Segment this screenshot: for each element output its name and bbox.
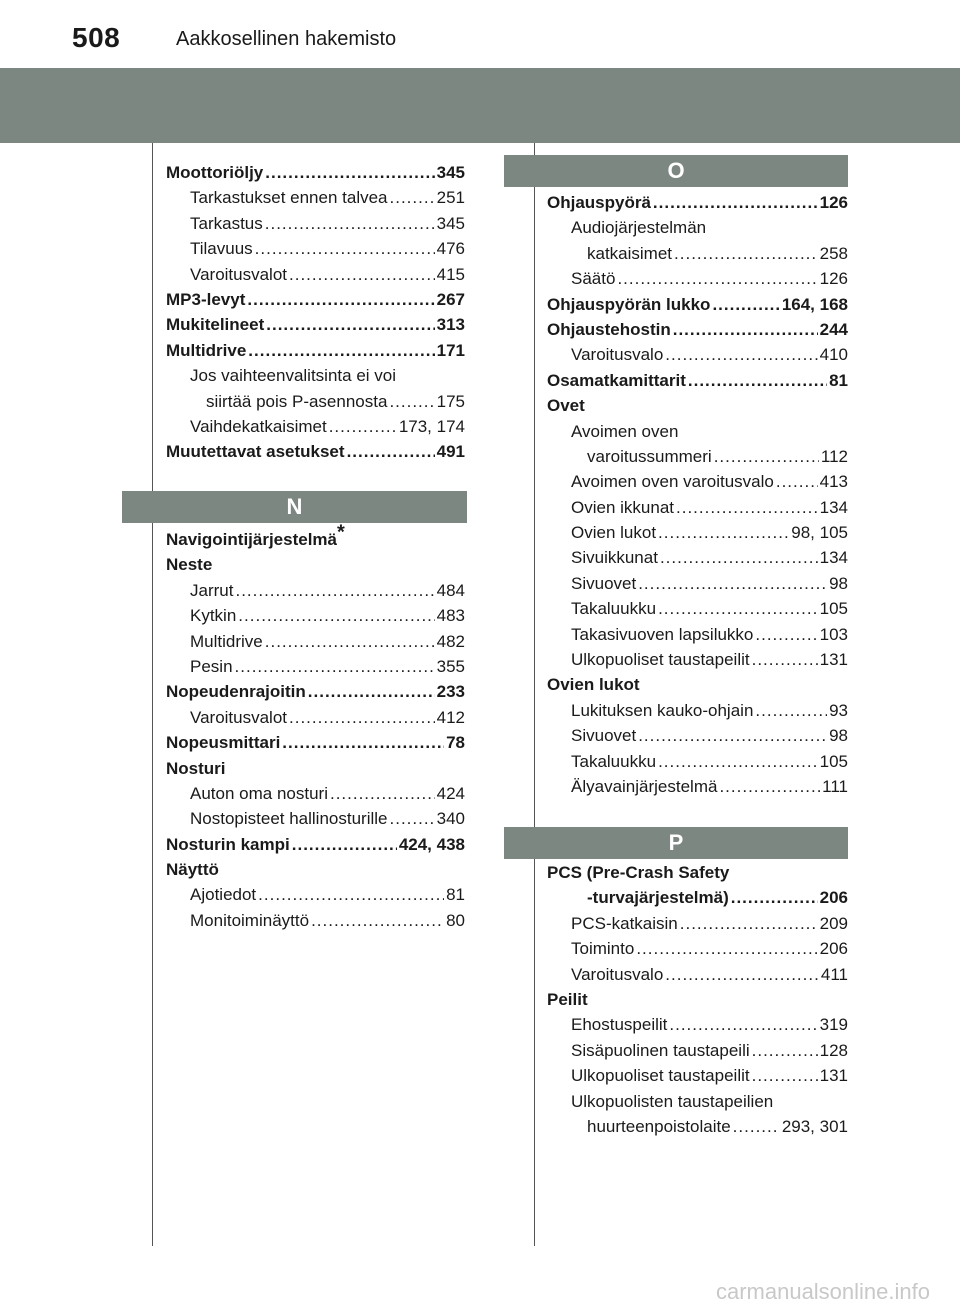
dot-leader: [660, 545, 818, 570]
index-entry: [547, 1114, 848, 1139]
entry-page-ref: 78: [446, 733, 465, 753]
index-entry: [547, 368, 848, 393]
index-column-right-o: [547, 190, 848, 799]
entry-page-ref: 134: [819, 548, 848, 568]
index-entry: [166, 603, 465, 628]
index-entry: [166, 185, 465, 210]
dot-leader: [755, 622, 817, 647]
entry-text: Takaluukku: [571, 751, 657, 771]
entry-page-ref: 93: [829, 700, 848, 720]
dot-leader: [688, 368, 827, 393]
index-group-m: [166, 160, 465, 465]
entry-page-ref: 175: [436, 391, 465, 411]
entry-text: Pesin: [190, 656, 233, 676]
header-banner: [0, 68, 960, 143]
entry-text: Jos vaihteenvalitsinta ei voi: [190, 366, 397, 386]
index-entry: [166, 287, 465, 312]
dot-leader: [390, 185, 435, 210]
entry-page-ref: 313: [436, 315, 465, 335]
watermark: carmanualsonline.info: [715, 1279, 930, 1304]
dot-leader: [389, 389, 434, 414]
dot-leader: [266, 312, 434, 337]
entry-text: Avoimen oven: [571, 421, 679, 441]
index-entry: [166, 705, 465, 730]
index-entry: [547, 860, 848, 885]
entry-page-ref: 98: [829, 726, 848, 746]
entry-text: Jarrut: [190, 580, 234, 600]
entry-page-ref: 244: [819, 319, 848, 339]
index-entry: [547, 266, 848, 291]
entry-page-ref: 411: [820, 964, 848, 984]
dot-leader: [330, 781, 435, 806]
entry-text: Audiojärjestelmän: [571, 218, 707, 238]
section-header-o: O: [504, 155, 848, 187]
entry-page-ref: 345: [436, 213, 465, 233]
entry-text: Multidrive: [190, 631, 263, 651]
dot-leader: [712, 292, 779, 317]
dot-leader: [636, 936, 817, 961]
entry-page-ref: 209: [819, 913, 848, 933]
dot-leader: [311, 908, 444, 933]
entry-page-ref: 126: [819, 269, 848, 289]
entry-page-ref: 340: [436, 809, 465, 829]
entry-text: Nopeudenrajoitin: [166, 682, 306, 702]
asterisk-mark: *: [337, 521, 345, 544]
index-entry: [547, 393, 848, 418]
entry-text: Vaihdekatkaisimet: [190, 416, 327, 436]
entry-text: Toiminto: [571, 939, 635, 959]
entry-page-ref: 484: [436, 580, 465, 600]
entry-page-ref: 233: [436, 682, 465, 702]
entry-text: Avoimen oven varoitusvalo: [571, 472, 774, 492]
entry-text: Multidrive: [166, 340, 247, 360]
entry-page-ref: 164, 168: [781, 294, 848, 314]
index-entry: [547, 1063, 848, 1088]
dot-leader: [719, 774, 820, 799]
dot-leader: [248, 338, 434, 363]
dot-leader: [676, 495, 818, 520]
entry-text: Sivuovet: [571, 726, 637, 746]
dot-leader: [390, 806, 435, 831]
index-entry: [547, 622, 848, 647]
dot-leader: [752, 1063, 818, 1088]
entry-page-ref: 81: [829, 370, 848, 390]
index-entry: [166, 312, 465, 337]
entry-page-ref: 128: [819, 1040, 848, 1060]
index-entry: [547, 545, 848, 570]
section-header-p: P: [504, 827, 848, 859]
index-entry: [547, 723, 848, 748]
dot-leader: [752, 647, 818, 672]
entry-page-ref: 482: [436, 631, 465, 651]
dot-leader: [258, 882, 444, 907]
index-entry-navigointi: [166, 521, 465, 552]
dot-leader: [658, 749, 818, 774]
index-column-right-p: [547, 860, 848, 1139]
entry-text: Säätö: [571, 269, 616, 289]
index-entry: [166, 262, 465, 287]
entry-text: Takaluukku: [571, 599, 657, 619]
index-entry: [547, 342, 848, 367]
entry-text: Auton oma nosturi: [190, 783, 328, 803]
dot-leader: [731, 885, 818, 910]
index-column-left-n: [166, 521, 465, 933]
entry-page-ref: 293, 301: [781, 1116, 848, 1136]
index-entry: [166, 781, 465, 806]
entry-page-ref: 171: [436, 340, 465, 360]
entry-text: Nopeusmittari: [166, 733, 281, 753]
index-entry: [547, 885, 848, 910]
entry-text: Ohjauspyörä: [547, 193, 651, 212]
entry-page-ref: 105: [819, 751, 848, 771]
entry-page-ref: 134: [819, 497, 848, 517]
index-entry: [547, 292, 848, 317]
index-entry: [166, 236, 465, 261]
dot-leader: [752, 1038, 818, 1063]
entry-page-ref: 103: [819, 624, 848, 644]
dot-leader: [665, 962, 819, 987]
index-group-o: [547, 190, 848, 799]
index-entry: [547, 987, 848, 1012]
entry-page-ref: 98, 105: [791, 523, 848, 543]
entry-text: PCS (Pre-Crash Safety: [547, 863, 730, 882]
entry-text: Sisäpuolinen taustapeili: [571, 1040, 750, 1060]
entry-text: Muutettavat asetukset: [166, 442, 345, 462]
entry-page-ref: 424: [436, 783, 465, 803]
dot-leader: [235, 654, 435, 679]
entry-text: Ovien lukot: [547, 675, 640, 695]
index-entry: [547, 419, 848, 444]
entry-text: Monitoiminäyttö: [190, 910, 310, 930]
index-entry: [547, 911, 848, 936]
index-entry: [547, 520, 848, 545]
entry-text: Nosturi: [166, 758, 226, 778]
entry-text: Kytkin: [190, 606, 237, 626]
entry-page-ref: 267: [436, 289, 465, 309]
entry-text: Ulkopuolisten taustapeilien: [571, 1091, 774, 1111]
entry-page-ref: 415: [436, 264, 465, 284]
entry-text: Sivuikkunat: [571, 548, 658, 568]
section-header-n: N: [122, 491, 467, 523]
entry-text: Ehostuspeilit: [571, 1015, 668, 1035]
entry-text: Mukitelineet: [166, 315, 265, 335]
index-entry: [547, 1038, 848, 1063]
index-entry: [547, 317, 848, 342]
entry-page-ref: 251: [436, 188, 465, 208]
dot-leader: [673, 317, 818, 342]
dot-leader: [638, 723, 827, 748]
index-entry: [166, 338, 465, 363]
entry-text: Ovien ikkunat: [571, 497, 674, 517]
entry-page-ref: 126: [819, 193, 848, 212]
dot-leader: [347, 439, 435, 464]
entry-text: katkaisimet: [587, 243, 673, 263]
dot-leader: [265, 211, 435, 236]
entry-page-ref: 412: [436, 707, 465, 727]
index-entry: [166, 679, 465, 704]
index-entry: [166, 160, 465, 185]
dot-leader: [282, 730, 444, 755]
entry-text: Nostopisteet hallinosturille: [190, 809, 388, 829]
index-group-p: [547, 860, 848, 1139]
index-entry: [166, 756, 465, 781]
index-entry: [547, 469, 848, 494]
index-entry: [166, 552, 465, 577]
entry-text: Peilit: [547, 989, 588, 1009]
page-header: [0, 0, 960, 68]
index-entry: [166, 832, 465, 857]
entry-page-ref: 424, 438: [398, 834, 465, 854]
index-entry: [547, 444, 848, 469]
entry-page-ref: 81: [446, 885, 465, 905]
entry-page-ref: 80: [446, 910, 465, 930]
index-entry: [547, 1089, 848, 1114]
entry-text: Ulkopuoliset taustapeilit: [571, 650, 750, 670]
entry-text: Nosturin kampi: [166, 834, 290, 854]
index-entry: [547, 936, 848, 961]
entry-page-ref: 355: [436, 656, 465, 676]
dot-leader: [238, 603, 434, 628]
index-entry: [166, 908, 465, 933]
dot-leader: [638, 571, 827, 596]
index-entry: [166, 211, 465, 236]
entry-text: Varoitusvalot: [190, 264, 288, 284]
index-group-n: [166, 552, 465, 933]
index-entry: [547, 495, 848, 520]
entry-page-ref: 206: [819, 888, 848, 908]
dot-leader: [658, 520, 789, 545]
dot-leader: [658, 596, 818, 621]
entry-text: Älyavainjärjestelmä: [571, 776, 718, 796]
entry-text: Varoitusvalo: [571, 964, 664, 984]
entry-text: Ajotiedot: [190, 885, 257, 905]
column-divider-middle: [534, 143, 535, 1246]
entry-page-ref: 258: [819, 243, 848, 263]
entry-page-ref: 112: [820, 446, 848, 466]
entry-page-ref: 483: [436, 606, 465, 626]
entry-page-ref: 131: [819, 650, 848, 670]
index-entry: [547, 749, 848, 774]
index-entry: [166, 654, 465, 679]
column-divider-left: [152, 143, 153, 1246]
entry-text: Ulkopuoliset taustapeilit: [571, 1066, 750, 1086]
entry-text: -turvajärjestelmä): [587, 888, 729, 908]
entry-page-ref: 105: [819, 599, 848, 619]
dot-leader: [680, 911, 818, 936]
entry-text: Tarkastus: [190, 213, 263, 233]
index-entry: [547, 190, 848, 215]
entry-page-ref: 413: [819, 472, 848, 492]
dot-leader: [255, 236, 435, 261]
entry-page-ref: 206: [819, 939, 848, 959]
dot-leader: [235, 578, 434, 603]
dot-leader: [674, 241, 818, 266]
entry-text: Tarkastukset ennen talvea: [190, 188, 388, 208]
index-entry: [547, 571, 848, 596]
entry-text: Tilavuus: [190, 239, 253, 259]
entry-text: Osamatkamittarit: [547, 370, 686, 390]
entry-text: Näyttö: [166, 860, 219, 880]
entry-text: Takasivuoven lapsilukko: [571, 624, 754, 644]
entry-text: Sivuovet: [571, 573, 637, 593]
entry-text: siirtää pois P-asennosta: [206, 391, 388, 411]
index-entry: [166, 363, 465, 388]
index-entry: [166, 389, 465, 414]
entry-page-ref: 491: [436, 442, 465, 462]
dot-leader: [289, 262, 435, 287]
entry-page-ref: 173, 174: [398, 416, 465, 436]
entry-text: MP3-levyt: [166, 289, 246, 309]
index-entry: [166, 414, 465, 439]
index-entry: [547, 215, 848, 240]
entry-text: Ovien lukot: [571, 523, 657, 543]
entry-text: huurteenpoistolaite: [587, 1116, 731, 1136]
index-entry: [547, 698, 848, 723]
index-entry: [166, 578, 465, 603]
index-entry: [547, 647, 848, 672]
dot-leader: [755, 698, 827, 723]
dot-leader: [665, 342, 817, 367]
page-title: Aakkosellinen hakemisto: [176, 28, 397, 50]
entry-page-ref: 319: [819, 1015, 848, 1035]
entry-page-ref: 111: [822, 776, 848, 796]
index-entry: [166, 882, 465, 907]
dot-leader: [776, 469, 818, 494]
entry-text: Ohjaustehostin: [547, 319, 671, 339]
dot-leader: [265, 629, 435, 654]
dot-leader: [292, 832, 397, 857]
entry-text: Varoitusvalot: [190, 707, 288, 727]
dot-leader: [329, 414, 397, 439]
entry-text: Lukituksen kauko-ohjain: [571, 700, 754, 720]
dot-leader: [653, 190, 818, 215]
entry-text: Ohjauspyörän lukko: [547, 294, 711, 314]
dot-leader: [265, 160, 434, 185]
index-entry: [166, 806, 465, 831]
dot-leader: [617, 266, 817, 291]
dot-leader: [733, 1114, 780, 1139]
dot-leader: [669, 1012, 817, 1037]
index-entry: [166, 730, 465, 755]
index-entry: [166, 629, 465, 654]
index-entry: [547, 596, 848, 621]
dot-leader: [308, 679, 435, 704]
entry-text: PCS-katkaisin: [571, 913, 678, 933]
dot-leader: [289, 705, 435, 730]
index-entry: [547, 962, 848, 987]
page-number: 508: [72, 22, 121, 53]
entry-text: Navigointijärjestelmä: [166, 530, 338, 549]
index-entry: [166, 857, 465, 882]
index-entry: [547, 241, 848, 266]
entry-text: Ovet: [547, 396, 585, 416]
entry-text: Moottoriöljy: [166, 163, 264, 182]
entry-page-ref: 345: [436, 163, 465, 182]
dot-leader: [714, 444, 819, 469]
index-entry: [166, 439, 465, 464]
entry-page-ref: 131: [819, 1066, 848, 1086]
entry-text: Varoitusvalo: [571, 345, 664, 365]
entry-text: Neste: [166, 555, 213, 575]
index-entry: [547, 672, 848, 697]
entry-page-ref: 98: [829, 573, 848, 593]
index-entry: [547, 774, 848, 799]
entry-page-ref: 476: [436, 239, 465, 259]
entry-text: varoitussummeri: [587, 446, 712, 466]
index-entry: [547, 1012, 848, 1037]
index-column-left: [166, 160, 465, 465]
entry-page-ref: 410: [819, 345, 848, 365]
dot-leader: [247, 287, 434, 312]
